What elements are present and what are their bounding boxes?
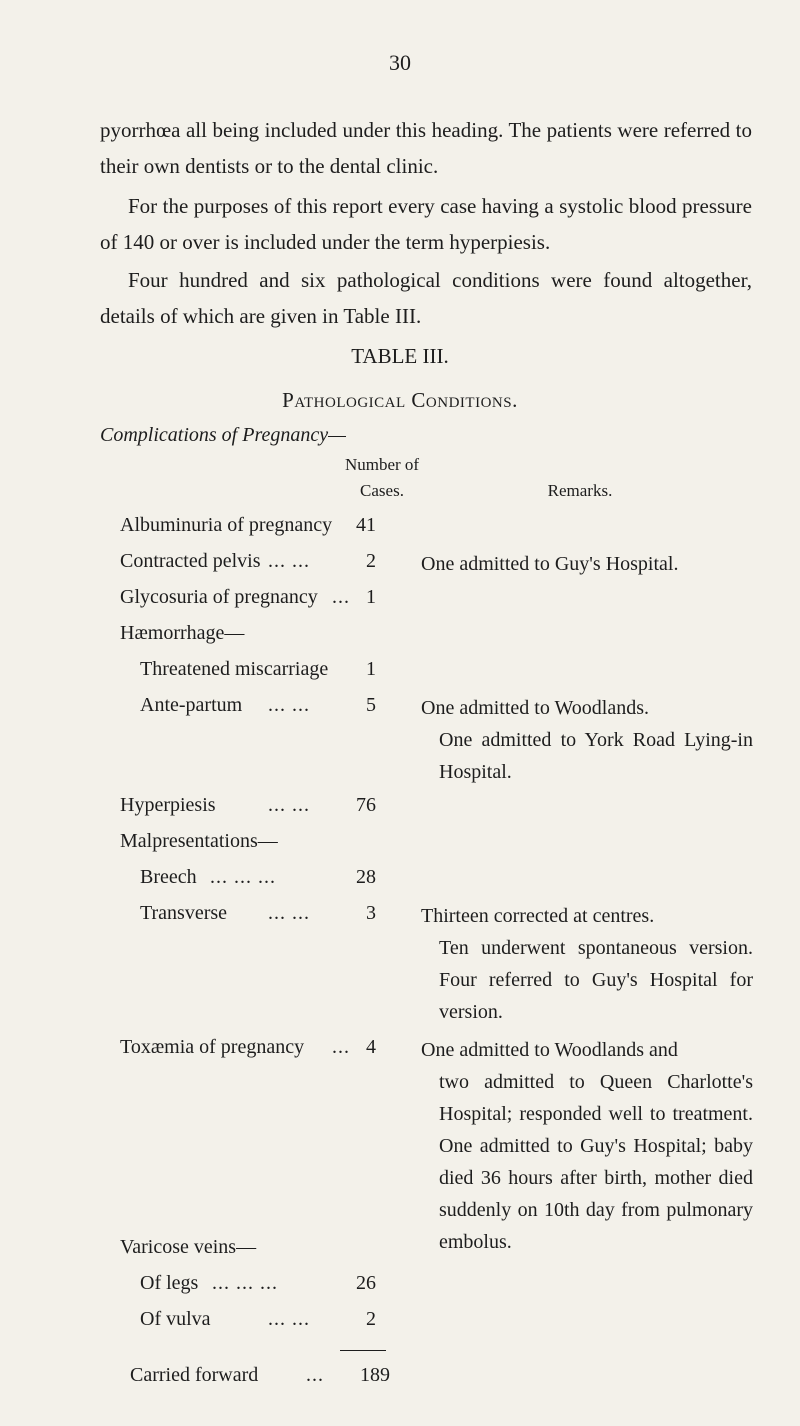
column-header-number-of-cases xyxy=(322,452,442,504)
column-header-remarks: Remarks. xyxy=(547,481,613,500)
paragraph-conditions-count: Four hundred and six pathological conditions were found altogether, details of which are given in Table III. xyxy=(100,268,752,328)
row-label: Hyperpiesis xyxy=(120,794,216,816)
column-header-number-line2: Cases. xyxy=(360,481,404,500)
row-label: Hæmorrhage— xyxy=(120,622,245,644)
carried-forward-value: 189 xyxy=(360,1364,390,1386)
row-label: Glycosuria of pregnancy xyxy=(120,586,318,608)
remark-toxaemia-first: One admitted to Woodlands and xyxy=(421,1039,678,1061)
row-label: Breech xyxy=(140,866,197,888)
row-leader-dots: ... xyxy=(332,586,350,608)
carried-forward-dots: ... xyxy=(306,1364,324,1386)
remark-transverse xyxy=(421,900,753,1028)
row-value: 76 xyxy=(356,794,376,816)
remark-toxaemia xyxy=(421,1034,753,1258)
row-label: Of vulva xyxy=(140,1308,211,1330)
row-label: Threatened miscarriage xyxy=(140,658,329,680)
row-leader-dots: ... ... ... xyxy=(210,866,276,888)
remark-ante-partum-first: One admitted to Woodlands. xyxy=(421,697,649,719)
page-number: 30 xyxy=(389,50,411,75)
paragraph-dental: pyorrhœa all being included under this heading. The patients were referred to their own dentists or to the dental clinic. xyxy=(100,118,752,178)
row-value: 2 xyxy=(366,550,376,572)
total-rule xyxy=(340,1350,386,1351)
remark-transverse-first: Thirteen corrected at centres. xyxy=(421,905,655,927)
row-value: 26 xyxy=(356,1272,376,1294)
row-value: 1 xyxy=(366,658,376,680)
remark-toxaemia-rest: two admitted to Queen Charlotte's Hospital; responded well to treatment. One admitted to Guy's Hospital; baby died 36 hours after birth, mother died suddenly on 10th day from pulmonary embolus. xyxy=(439,1071,753,1253)
row-value: 1 xyxy=(366,586,376,608)
row-label: Albuminuria of pregnancy xyxy=(120,514,333,536)
table-subtitle: Pathological Conditions. xyxy=(282,388,518,412)
row-label: Of legs xyxy=(140,1272,199,1294)
row-value: 28 xyxy=(356,866,376,888)
row-leader-dots: ... ... xyxy=(268,794,310,816)
row-value: 41 xyxy=(356,514,376,536)
row-label: Ante-partum xyxy=(140,694,243,716)
row-value: 2 xyxy=(366,1308,376,1330)
row-label: Malpresentations— xyxy=(120,830,278,852)
row-value: 3 xyxy=(366,902,376,924)
row-label: Contracted pelvis xyxy=(120,550,261,572)
paragraph-hyperpiesis-definition: For the purposes of this report every case having a systolic blood pressure of 140 or over is included under the term hyperpiesis. xyxy=(100,194,752,254)
section-heading: Complications of Pregnancy— xyxy=(100,424,346,446)
row-label: Transverse xyxy=(140,902,228,924)
row-label: Varicose veins— xyxy=(120,1236,257,1258)
row-leader-dots: ... ... ... xyxy=(212,1272,278,1294)
row-leader-dots: ... xyxy=(332,1036,350,1058)
row-leader-dots: ... ... xyxy=(268,902,310,924)
row-value: 4 xyxy=(366,1036,376,1058)
row-value: 5 xyxy=(366,694,376,716)
carried-forward-label: Carried forward xyxy=(130,1364,259,1386)
remark-contracted-pelvis: One admitted to Guy's Hospital. xyxy=(421,553,679,575)
row-label: Toxæmia of pregnancy xyxy=(120,1036,305,1058)
row-leader-dots: ... ... xyxy=(268,694,310,716)
remark-ante-partum xyxy=(421,692,753,788)
column-header-number-line1: Number of xyxy=(344,455,420,474)
row-leader-dots: ... ... xyxy=(268,550,310,572)
row-leader-dots: ... ... xyxy=(268,1308,310,1330)
remark-ante-partum-rest: One admitted to York Road Lying-in Hospital. xyxy=(439,729,753,783)
remark-transverse-rest: Ten underwent spontaneous version. Four referred to Guy's Hospital for version. xyxy=(439,937,753,1023)
table-title: TABLE III. xyxy=(351,344,449,368)
